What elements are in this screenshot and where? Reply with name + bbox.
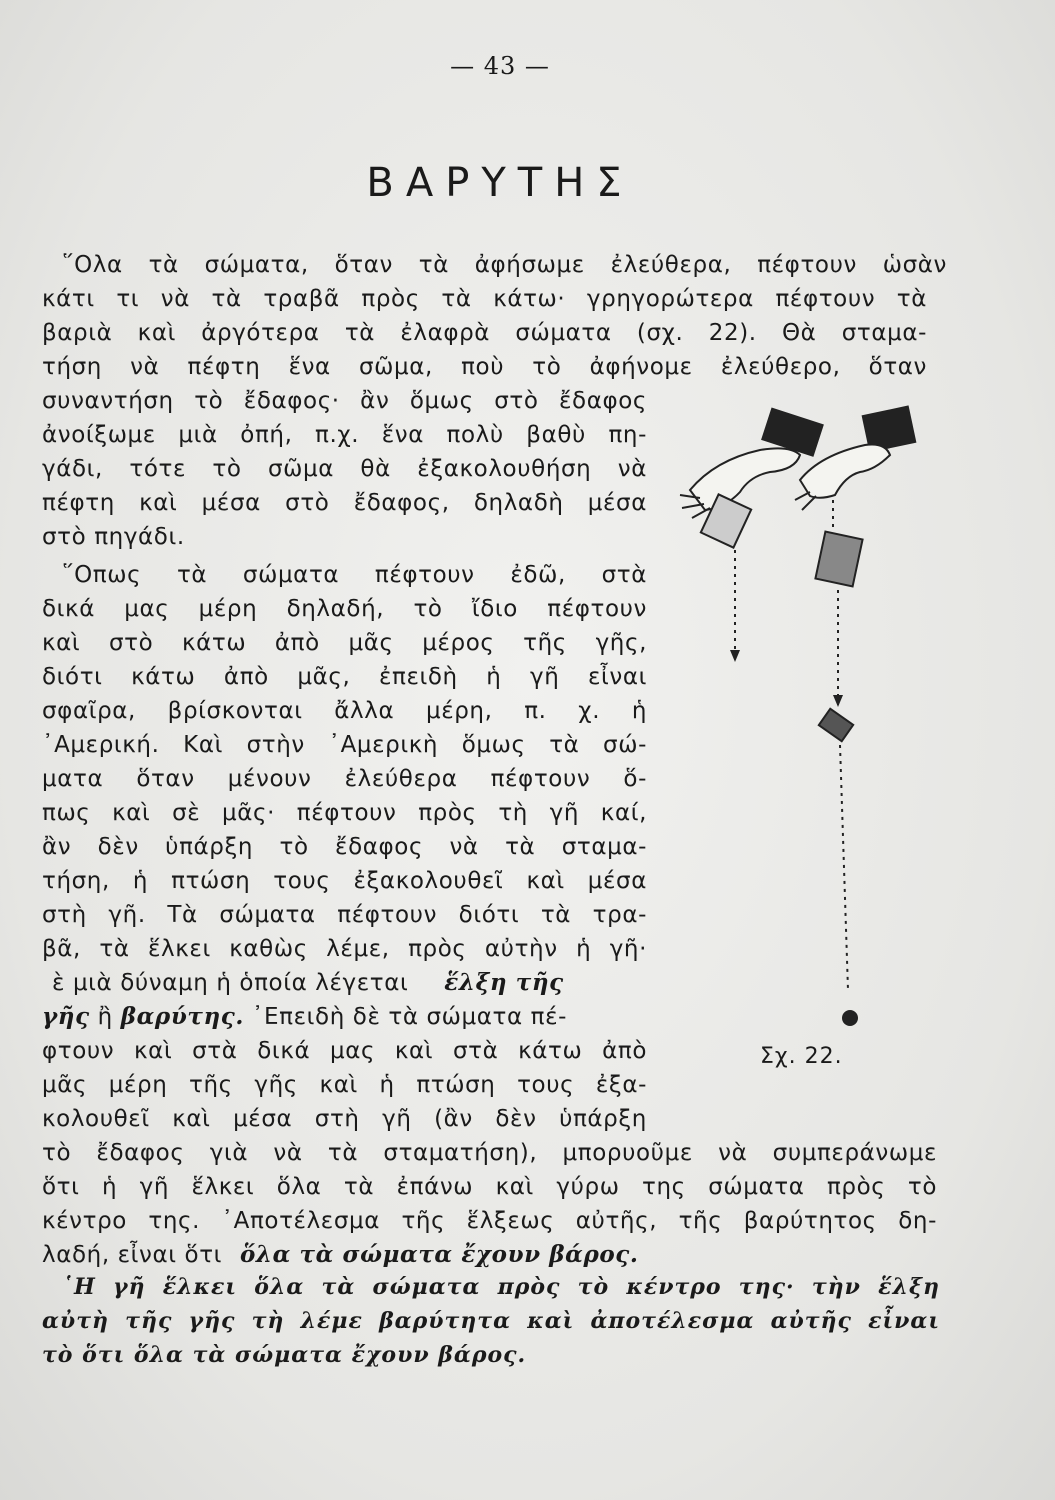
paragraph-line: καὶ στὸ κάτω ἀπὸ μᾶς μέρος τῆς γῆς, — [42, 630, 647, 656]
paragraph-line: γάδι, τότε τὸ σῶμα θὰ ἐξακολουθήση νὰ — [42, 456, 647, 482]
paragraph-line: τήση, ἡ πτώση τους ἐξακολουθεῖ καὶ μέσα — [42, 868, 647, 894]
falling-object-icon — [819, 709, 853, 741]
arrow-down-icon — [730, 650, 740, 662]
paragraph-line: ἂν δὲν ὑπάρξη τὸ ἔδαφος νὰ τὰ σταμα- — [42, 834, 647, 860]
paragraph-line: ἀνοίξωμε μιὰ ὀπή, π.χ. ἕνα πολὺ βαθὺ πη- — [42, 422, 647, 448]
falling-bodies-illustration-icon — [670, 400, 950, 1040]
emphasis-term: βαρύτης. — [120, 1003, 244, 1030]
paragraph-line: τὸ ἔδαφος γιὰ νὰ τὰ σταματήση), μπορυοῦμε νὰ συμπεράνωμε — [42, 1140, 937, 1166]
paragraph-line: ῞Ολα τὰ σώματα, ὅταν τὰ ἀφήσωμε ἐλεύθερα, πέφτουν ὡσὰν — [62, 252, 947, 278]
paragraph-line: στὴ γῆ. Τὰ σώματα πέφτουν διότι τὰ τρα- — [42, 902, 647, 928]
falling-object-icon — [842, 1010, 858, 1026]
conclusion-line: ῾Η γῆ ἕλκει ὅλα τὰ σώματα πρὸς τὸ κέντρο της· τὴν ἕλξη — [62, 1274, 940, 1300]
chapter-title: ΒΑΡΥΤΗΣ — [366, 160, 634, 206]
paragraph-line: βαριὰ καὶ ἀργότερα τὰ ἐλαφρὰ σώματα (σχ. 22). Θὰ σταμα- — [42, 320, 927, 346]
paragraph-text: ἢ — [97, 1004, 113, 1030]
paragraph-text: ᾿Επειδὴ δὲ τὰ σώματα πέ- — [251, 1004, 568, 1030]
left-hand-icon — [680, 407, 824, 518]
paragraph-line: συναντήση τὸ ἔδαφος· ἂν ὅμως στὸ ἔδαφος — [42, 388, 647, 414]
paragraph-line: κολουθεῖ καὶ μέσα στὴ γῆ (ἂν δὲν ὑπάρξη — [42, 1106, 647, 1132]
paragraph-line: σφαῖρα, βρίσκονται ἄλλα μέρη, π. χ. ἡ — [42, 698, 647, 724]
emphasis-term: ὅλα τὰ σώματα ἔχουν βάρος. — [239, 1241, 639, 1268]
paragraph-line: μᾶς μέρη τῆς γῆς καὶ ἡ πτώση τους ἐξα- — [42, 1072, 647, 1098]
paragraph-line: ὅτι ἡ γῆ ἕλκει ὅλα τὰ ἐπάνω καὶ γύρω της σώματα πρὸς τὸ — [42, 1174, 937, 1200]
emphasis-term: γῆς — [42, 1003, 90, 1030]
figure-caption: Σχ. 22. — [760, 1044, 843, 1069]
conclusion-line: τὸ ὅτι ὅλα τὰ σώματα ἔχουν βάρος. — [42, 1342, 527, 1368]
paragraph-line: κάτι τι νὰ τὰ τραβᾶ πρὸς τὰ κάτω· γρηγορώτερα πέφτουν τὰ — [42, 286, 927, 312]
paragraph-line: ᾿Αμερική. Καὶ στὴν ᾿Αμερικὴ ὅμως τὰ σώ- — [42, 732, 647, 758]
paragraph-line: κέντρο της. ᾿Αποτέλεσμα τῆς ἕλξεως αὐτῆς, τῆς βαρύτητος δη- — [42, 1208, 937, 1234]
conclusion-line: αὐτὴ τῆς γῆς τὴ λέμε βαρύτητα καὶ ἀποτέλεσμα αὐτῆς εἶναι — [42, 1308, 940, 1334]
paragraph-line: διότι κάτω ἀπὸ μᾶς, ἐπειδὴ ἡ γῆ εἶναι — [42, 664, 647, 690]
paragraph-line: φτουν καὶ στὰ δικά μας καὶ στὰ κάτω ἀπὸ — [42, 1038, 647, 1064]
paragraph-line: ῞Οπως τὰ σώματα πέφτουν ἐδῶ, στὰ — [62, 562, 647, 588]
falling-object-icon — [815, 532, 862, 587]
page-number: — 43 — — [450, 52, 550, 80]
paragraph-text: λαδή, εἶναι ὅτι — [42, 1242, 223, 1268]
arrow-down-icon — [833, 695, 843, 707]
paragraph-text: ὲ μιὰ δύναμη ἡ ὁποία λέγεται — [52, 970, 409, 996]
paragraph-line: βᾶ, τὰ ἕλκει καθὼς λέμε, πρὸς αὐτὴν ἡ γῆ· — [42, 936, 647, 962]
paragraph-line: ματα ὅταν μένουν ἐλεύθερα πέφτουν ὅ- — [42, 766, 647, 792]
paragraph-line: στὸ πηγάδι. — [42, 524, 185, 550]
paragraph-line: τήση νὰ πέφτη ἕνα σῶμα, ποὺ τὸ ἀφήνομε ἐλεύθερο, ὅταν — [42, 354, 927, 380]
paragraph-line — [42, 1240, 639, 1270]
paragraph-line — [42, 1002, 567, 1032]
paragraph-line: πως καὶ σὲ μᾶς· πέφτουν πρὸς τὴ γῆ καί, — [42, 800, 647, 826]
paragraph-line: πέφτη καὶ μέσα στὸ ἔδαφος, δηλαδὴ μέσα — [42, 490, 647, 516]
emphasis-term: ἕλξη τῆς — [444, 969, 564, 996]
paragraph-line: δικά μας μέρη δηλαδή, τὸ ἴδιο πέφτουν — [42, 596, 647, 622]
paragraph-line — [52, 968, 564, 998]
